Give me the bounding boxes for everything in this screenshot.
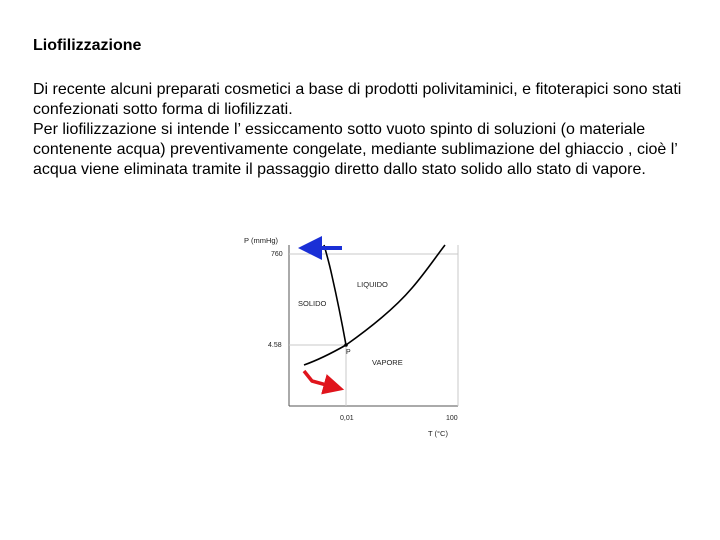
page-title: Liofilizzazione <box>33 37 142 54</box>
body-text <box>33 80 703 180</box>
paragraph-definition: Per liofilizzazione si intende l’ essiccamento sotto vuoto spinto di soluzioni (o materiale contenente acqua) preventivamente congelate, mediante sublimazione del ghiaccio , cioè l’ acqua viene eliminata tramite il passaggio diretto dallo stato solido allo stato di vapore. <box>33 121 678 178</box>
y-tick-760: 760 <box>271 251 283 258</box>
phase-diagram <box>240 228 470 443</box>
y-tick-458: 4.58 <box>268 342 282 349</box>
sublimation-curve <box>304 345 346 365</box>
vaporization-curve <box>346 245 445 345</box>
red-arrow-icon <box>304 371 334 387</box>
region-liquid-label: LIQUIDO <box>357 280 388 289</box>
x-tick-001: 0,01 <box>340 415 354 422</box>
y-axis-label: P (mmHg) <box>244 236 279 245</box>
paragraph-intro: Di recente alcuni preparati cosmetici a base di prodotti polivitaminici, e fitoterapici sono stati confezionati sotto forma di liofilizzati. <box>33 81 682 118</box>
region-solid-label: SOLIDO <box>298 299 327 308</box>
triple-point <box>344 343 348 347</box>
melting-curve <box>324 245 346 345</box>
x-axis-label: T (°C) <box>428 429 448 438</box>
x-tick-100: 100 <box>446 415 458 422</box>
region-vapor-label: VAPORE <box>372 358 403 367</box>
triple-point-label: P <box>346 349 351 356</box>
